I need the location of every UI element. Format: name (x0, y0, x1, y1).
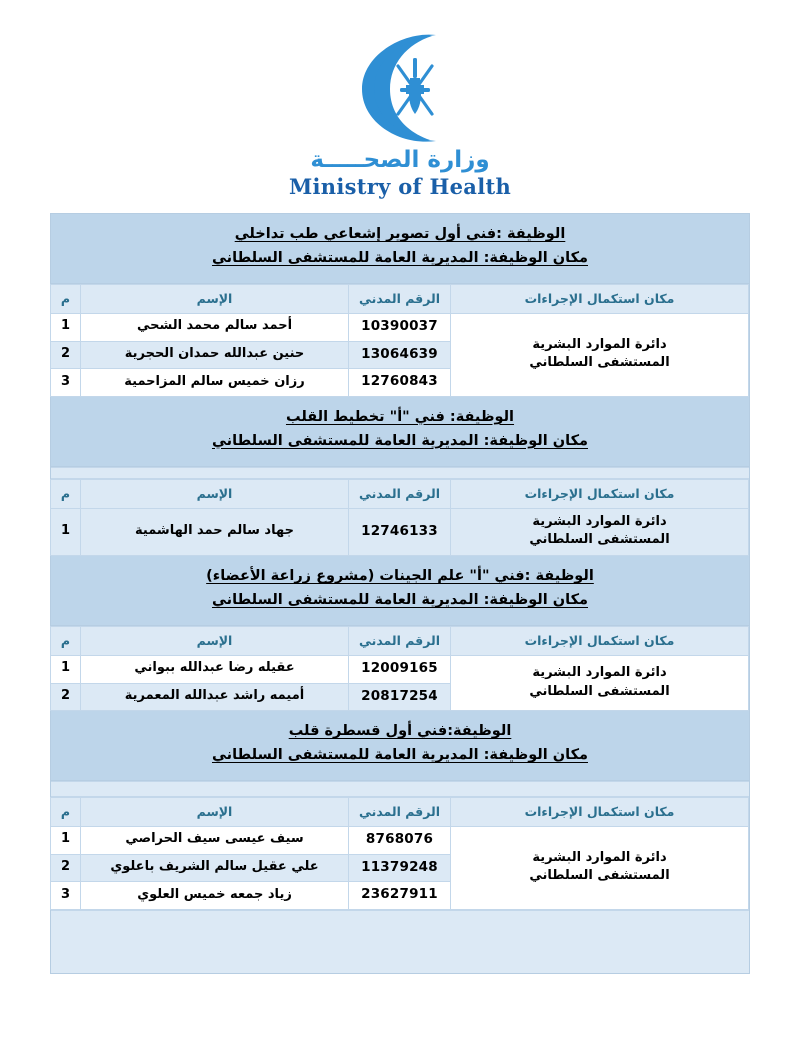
ministry-name-english: Ministry of Health (288, 174, 512, 200)
name-cell: جهاد سالم حمد الهاشمية (81, 508, 349, 556)
column-header-name: الإسم (81, 798, 349, 827)
index-cell: 2 (51, 341, 81, 369)
procedures-place-line1: دائرة الموارد البشرية (532, 513, 667, 529)
column-header-index: م (51, 479, 81, 508)
index-cell: 2 (51, 854, 81, 882)
job-place-2: مكان الوظيفة: المديرية العامة للمستشفى السلطاني (211, 432, 588, 449)
document-footer-band (51, 910, 749, 974)
column-header-procedures: مكان استكمال الإجراءات (451, 798, 749, 827)
column-header-civil-number: الرقم المدني (349, 627, 451, 656)
job-place-4: مكان الوظيفة: المديرية العامة للمستشفى السلطاني (211, 747, 588, 764)
name-cell: زياد جمعه خميس العلوي (81, 882, 349, 910)
name-cell: رزان خميس سالم المزاحمية (81, 369, 349, 397)
column-header-civil-number: الرقم المدني (349, 798, 451, 827)
civil-number-cell: 10390037 (349, 314, 451, 342)
table-header-row (51, 285, 749, 314)
index-cell: 3 (51, 369, 81, 397)
column-header-index: م (51, 798, 81, 827)
roster-table-3 (50, 626, 749, 711)
index-cell: 1 (51, 508, 81, 556)
roster-table-4 (50, 797, 749, 910)
section-spacer (51, 781, 749, 797)
job-title-3: الوظيفة :فني "أ" علم الجينات (مشروع زراعة الأعضاء) (206, 568, 594, 585)
section-title-1 (51, 214, 749, 284)
table-header-row (51, 798, 749, 827)
civil-number-cell: 12760843 (349, 369, 451, 397)
name-cell: أحمد سالم محمد الشحي (81, 314, 349, 342)
procedures-place-line1: دائرة الموارد البشرية (532, 849, 667, 865)
job-title-4: الوظيفة:فني أول قسطرة قلب (288, 723, 512, 740)
procedures-place-cell (451, 656, 749, 711)
civil-number-cell: 11379248 (349, 854, 451, 882)
masthead (0, 0, 800, 199)
section-spacer (51, 467, 749, 479)
column-header-name: الإسم (81, 627, 349, 656)
procedures-place-cell (451, 314, 749, 397)
column-header-procedures: مكان استكمال الإجراءات (451, 627, 749, 656)
procedures-place-line1: دائرة الموارد البشرية (532, 336, 667, 352)
procedures-place-line2: المستشفى السلطاني (529, 868, 670, 884)
name-cell: عقيله رضا عبدالله ببواني (81, 656, 349, 684)
table-row (51, 314, 749, 342)
civil-number-cell: 23627911 (349, 882, 451, 910)
index-cell: 3 (51, 882, 81, 910)
name-cell: أميمه راشد عبدالله المعمرية (81, 683, 349, 711)
table-row (51, 508, 749, 556)
procedures-place-line2: المستشفى السلطاني (529, 683, 670, 699)
section-title-4 (51, 711, 749, 781)
procedures-place-cell (451, 508, 749, 556)
column-header-procedures: مكان استكمال الإجراءات (451, 479, 749, 508)
procedures-place-line1: دائرة الموارد البشرية (532, 664, 667, 680)
roster-table-1 (50, 284, 749, 397)
table-header-row (51, 627, 749, 656)
civil-number-cell: 12009165 (349, 656, 451, 684)
procedures-place-line2: المستشفى السلطاني (529, 532, 670, 548)
job-title-2: الوظيفة: فني "أ" تخطيط القلب (285, 408, 515, 425)
job-place-1: مكان الوظيفة: المديرية العامة للمستشفى السلطاني (211, 250, 588, 267)
section-title-2 (51, 397, 749, 467)
column-header-civil-number: الرقم المدني (349, 285, 451, 314)
oman-crescent-khanjar-emblem-icon (340, 28, 460, 146)
civil-number-cell: 12746133 (349, 508, 451, 556)
job-place-3: مكان الوظيفة: المديرية العامة للمستشفى السلطاني (211, 592, 588, 609)
index-cell: 2 (51, 683, 81, 711)
procedures-place-line2: المستشفى السلطاني (529, 355, 670, 371)
column-header-index: م (51, 285, 81, 314)
column-header-index: م (51, 627, 81, 656)
index-cell: 1 (51, 827, 81, 855)
column-header-name: الإسم (81, 285, 349, 314)
name-cell: علي عقيل سالم الشريف باعلوي (81, 854, 349, 882)
name-cell: حنين عبدالله حمدان الحجرية (81, 341, 349, 369)
civil-number-cell: 8768076 (349, 827, 451, 855)
name-cell: سيف عيسى سيف الحراصي (81, 827, 349, 855)
column-header-procedures: مكان استكمال الإجراءات (451, 285, 749, 314)
roster-document (50, 213, 750, 973)
index-cell: 1 (51, 656, 81, 684)
table-row (51, 656, 749, 684)
roster-table-2 (50, 479, 749, 557)
procedures-place-cell (451, 827, 749, 910)
table-row (51, 827, 749, 855)
civil-number-cell: 13064639 (349, 341, 451, 369)
job-title-1: الوظيفة :فني أول تصوير إشعاعي طب تداخلي (234, 226, 566, 243)
civil-number-cell: 20817254 (349, 683, 451, 711)
column-header-civil-number: الرقم المدني (349, 479, 451, 508)
ministry-name-arabic: وزارة الصحـــــة (310, 147, 490, 173)
column-header-name: الإسم (81, 479, 349, 508)
table-header-row (51, 479, 749, 508)
index-cell: 1 (51, 314, 81, 342)
section-title-3 (51, 556, 749, 626)
